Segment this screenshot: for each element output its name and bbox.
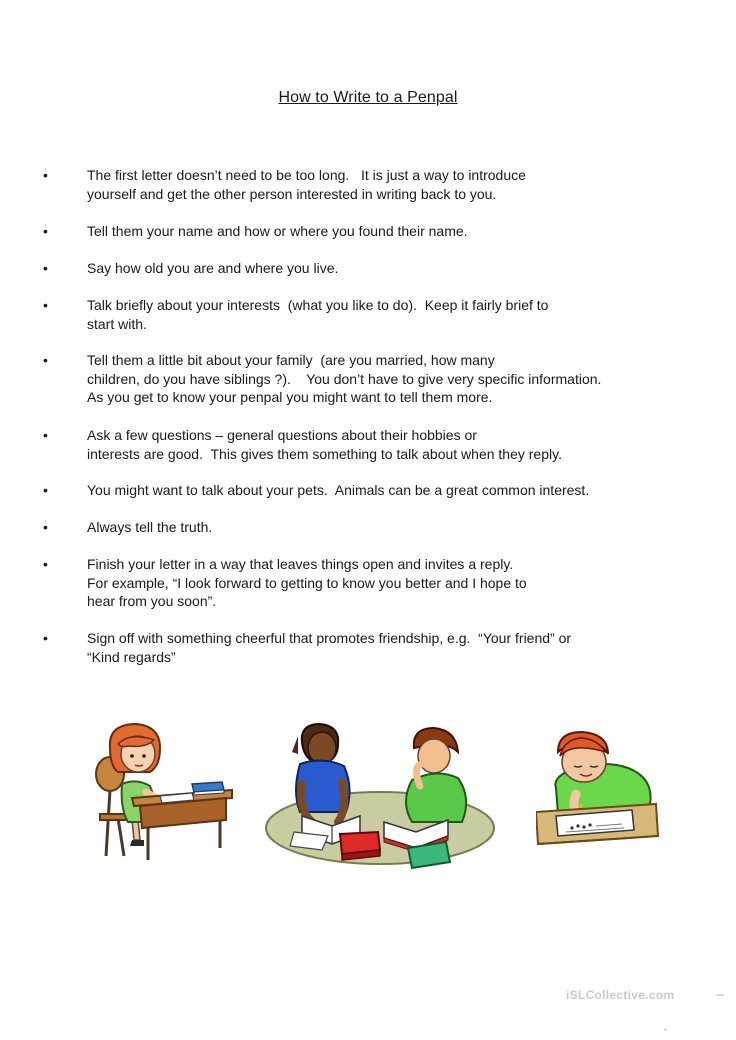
- list-item-line: children, do you have siblings ?). You don’t have to give very specific information.: [87, 370, 602, 387]
- divider: [664, 1028, 667, 1031]
- bullet-icon: •: [43, 482, 48, 498]
- list-item-line: interests are good. This gives them something to talk about when they reply.: [87, 445, 562, 462]
- list-item-line: “Kind regards”: [87, 648, 176, 665]
- bullet-icon: •: [43, 630, 48, 646]
- watermark-logo: iSLCollective.com: [566, 988, 675, 1002]
- page-title: How to Write to a Penpal: [278, 89, 458, 106]
- list-item-line: Ask a few questions – general questions about their hobbies or: [87, 427, 477, 443]
- list-item-line: Talk briefly about your interests (what you like to do). Keep it fairly brief to: [87, 297, 549, 313]
- bullet-icon: •: [43, 352, 48, 368]
- bullet-icon: •: [43, 556, 48, 572]
- bullet-icon: •: [43, 223, 48, 239]
- bullet-icon: •: [43, 260, 48, 276]
- bullet-icon: •: [43, 297, 48, 313]
- list-item-line: Say how old you are and where you live.: [87, 260, 339, 276]
- list-item-line: Always tell the truth.: [87, 519, 213, 535]
- list-item-line: start with.: [87, 315, 147, 332]
- list-item-line: Sign off with something cheerful that promotes friendship, e.g. “Your friend” or: [87, 630, 572, 646]
- bullet-icon: •: [43, 427, 48, 443]
- list-item-line: As you get to know your penpal you might want to tell them more.: [87, 389, 493, 405]
- list-item-line: yourself and get the other person interested in writing back to you.: [87, 185, 497, 202]
- list-item-line: Finish your letter in a way that leaves things open and invites a reply.: [87, 556, 514, 572]
- kids-reading-clipart: [262, 722, 496, 874]
- list-item-line: Tell them your name and how or where you found their name.: [87, 223, 468, 239]
- list-item-line: hear from you soon”.: [87, 593, 217, 609]
- list-item-line: Tell them a little bit about your family (are you married, how many: [87, 352, 495, 368]
- divider: [716, 994, 724, 996]
- bullet-icon: •: [43, 167, 48, 183]
- boy-writing-clipart: [536, 730, 660, 860]
- list-item-line: For example, “I look forward to getting to know you better and I hope to: [87, 574, 527, 591]
- bullet-icon: •: [43, 519, 48, 535]
- list-item-line: You might want to talk about your pets. Animals can be a great common interest.: [87, 482, 590, 498]
- girl-writing-clipart: [88, 722, 240, 862]
- list-item-line: The first letter doesn’t need to be too long. It is just a way to introduce: [87, 167, 526, 183]
